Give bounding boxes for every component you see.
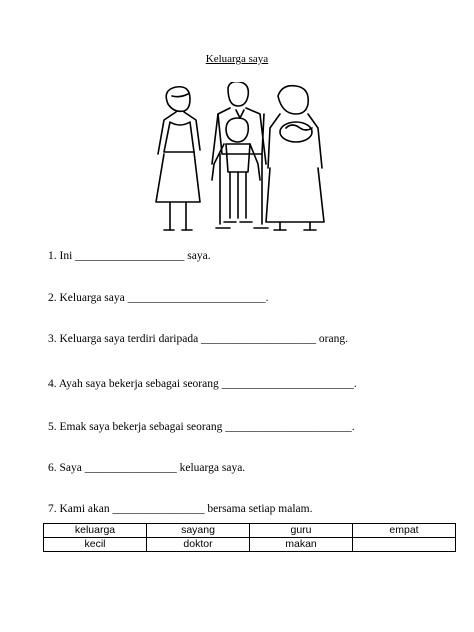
question-7: 7. Kami akan ________________ bersama setiap malam.: [48, 503, 313, 515]
father-figure: [212, 82, 268, 228]
word-bank-cell: empat: [353, 524, 456, 538]
word-bank-table: [43, 523, 456, 552]
question-1: 1. Ini ___________________ saya.: [48, 250, 211, 262]
word-bank-cell: keluarga: [44, 524, 147, 538]
question-2: 2. Keluarga saya ________________________.: [48, 292, 269, 304]
word-bank-cell: makan: [250, 538, 353, 552]
question-5: 5. Emak saya bekerja sebagai seorang ______________________.: [48, 421, 355, 433]
woman-with-baby-figure: [266, 86, 324, 230]
word-bank-row: [44, 538, 456, 552]
worksheet-title: Keluarga saya: [205, 53, 269, 65]
word-bank-row: [44, 524, 456, 538]
word-bank-cell: [353, 538, 456, 552]
question-3: 3. Keluarga saya terdiri daripada ____________________ orang.: [48, 333, 348, 345]
mother-figure: [156, 87, 200, 230]
word-bank-cell: kecil: [44, 538, 147, 552]
word-bank-cell: doktor: [147, 538, 250, 552]
word-bank-cell: guru: [250, 524, 353, 538]
question-6: 6. Saya ________________ keluarga saya.: [48, 462, 246, 474]
family-illustration: [150, 82, 330, 234]
word-bank-cell: sayang: [147, 524, 250, 538]
question-4: 4. Ayah saya bekerja sebagai seorang _______________________.: [48, 378, 357, 390]
